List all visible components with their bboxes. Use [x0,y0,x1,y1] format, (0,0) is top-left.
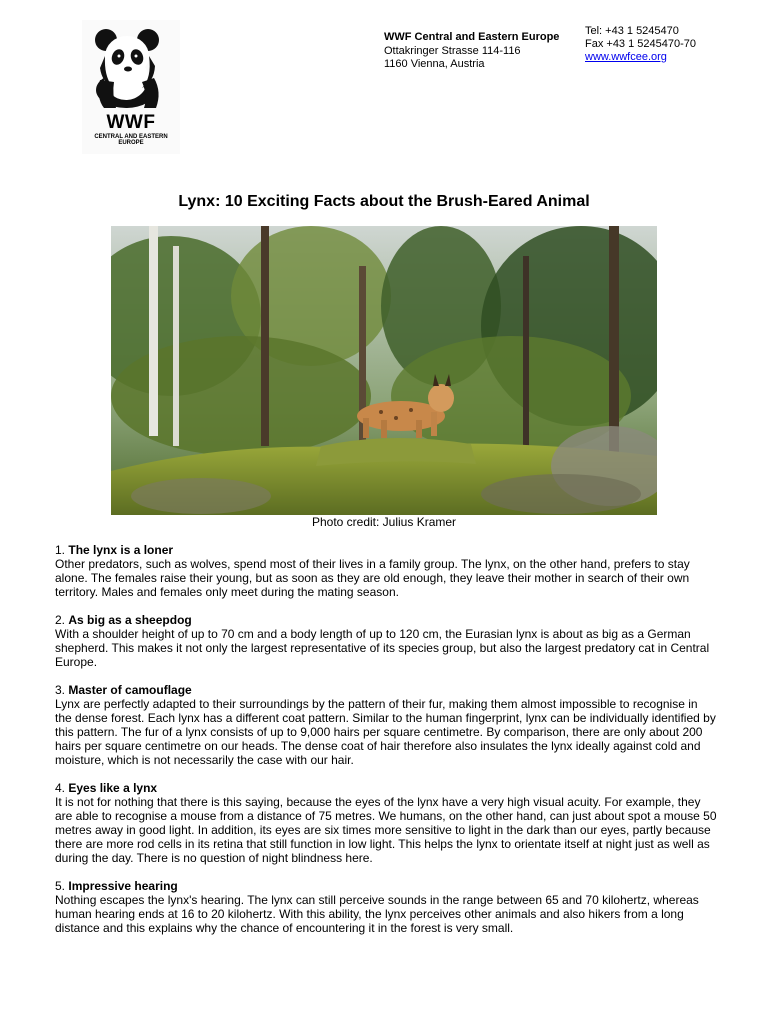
street-address: Ottakringer Strasse 114-116 [384,44,521,57]
contact-block [585,25,696,64]
org-name: WWF Central and Eastern Europe [384,31,560,43]
logo-wordmark: WWF [106,112,156,133]
telephone: Tel: +43 1 5245470 [585,25,679,37]
fact-heading: 2. As big as a sheepdog [55,613,192,627]
fax: Fax +43 1 5245470-70 [585,38,697,50]
fact-body: Nothing escapes the lynx's hearing. The lynx can still perceive sounds in the range between 65 and 70 kilohertz, whereas human hearing ends at 16 to 20 kilohertz. With this ability, the lynx perceives other animals and also hikers from a long distance and this explains why the chance of encountering it in the forest is very small. [55,893,699,935]
lynx-photo [111,226,657,515]
fact-body: Other predators, such as wolves, spend most of their lives in a family group. The lynx, on the other hand, prefers to stay alone. The females raise their young, but as soon as they are old enough, they leave their mother in search of their own territory. Males and females only meet during the mating season. [55,557,690,599]
fact-heading: 1. The lynx is a loner [55,543,174,557]
fact-heading: 3. Master of camouflage [55,683,192,697]
fact-item [55,781,717,865]
fact-item [55,613,717,669]
photo-credit: Photo credit: Julius Kramer [311,515,457,529]
fact-item [55,543,717,599]
website-link[interactable]: www.wwfcee.org [585,51,667,63]
city-address: 1160 Vienna, Austria [384,58,485,70]
wwf-logo [82,20,180,154]
address-block [384,31,559,72]
fact-body: Lynx are perfectly adapted to their surroundings by the pattern of their fur, making them almost impossible to recognise in the dense forest. Each lynx has a different coat pattern. Similar to the human fingerprint, lynx can be individually identified by this pattern. The fur of a lynx consists of up to 9,000 hairs per square centimetre. By comparison, there are only about 200 hairs per square centimetre on our heads. The dense coat of hair therefore also insulates the lynx ideally against cold and moisture, which is not necessarily the case with our hair. [55,697,716,767]
fact-body: It is not for nothing that there is this saying, because the eyes of the lynx have a very high visual acuity. For example, they are able to recognise a mouse from a distance of 75 metres. We humans, on the other hand, can just about spot a mouse 50 metres away in good light. In addition, its eyes are six times more sensitive to light in the dark than our eyes, partly because there are more rod cells in its retina that still function in low light. This helps the lynx to orientate itself at night just as well as during the day. There is no question of night blindness here. [55,795,717,865]
panda-logo-icon [82,20,180,112]
fact-item [55,683,717,767]
facts-list [55,543,717,949]
fact-heading: 5. Impressive hearing [55,879,178,893]
fact-body: With a shoulder height of up to 70 cm and a body length of up to 120 cm, the Eurasian lynx is about as big as a German shepherd. This makes it not only the largest representative of its species group, but also the largest predatory cat in Central Europe. [55,627,710,669]
fact-item [55,879,717,935]
logo-subtitle: CENTRAL AND EASTERN EUROPE [94,134,168,146]
fact-heading: 4. Eyes like a lynx [55,781,158,795]
page-title: Lynx: 10 Exciting Facts about the Brush-Eared Animal [178,193,590,210]
